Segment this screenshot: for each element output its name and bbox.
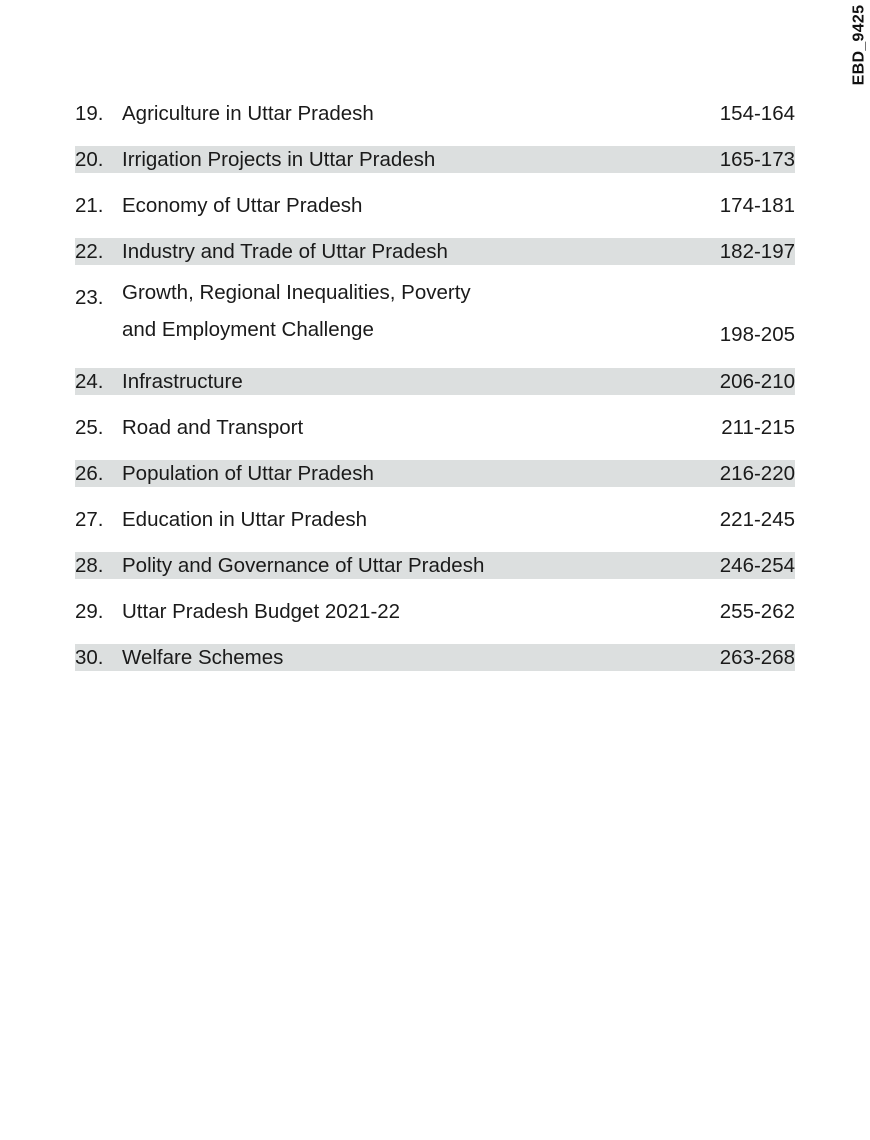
toc-entry-title: Welfare Schemes — [122, 646, 284, 669]
toc-entry-28[interactable] — [75, 552, 795, 579]
toc-entry-number: 26. — [75, 461, 104, 485]
toc-entry-pages: 216-220 — [719, 461, 795, 485]
toc-entry-title: Economy of Uttar Pradesh — [122, 194, 363, 217]
toc-entry-number: 28. — [75, 553, 104, 577]
toc-entry-30[interactable] — [75, 644, 795, 671]
toc-entry-pages: 211-215 — [721, 415, 795, 439]
toc-entry-pages: 263-268 — [719, 645, 795, 669]
toc-entry-pages: 246-254 — [719, 553, 795, 577]
toc-entry-pages: 221-245 — [719, 507, 795, 531]
toc-entry-pages: 154-164 — [719, 101, 795, 125]
toc-entry-25[interactable] — [75, 414, 795, 441]
toc-entry-pages: 198-205 — [719, 323, 795, 346]
toc-entry-title: Irrigation Projects in Uttar Pradesh — [122, 148, 436, 171]
toc-entry-title — [122, 274, 720, 348]
toc-entry-number: 22. — [75, 239, 104, 263]
toc-entry-20[interactable] — [75, 146, 795, 173]
toc-entry-27[interactable] — [75, 506, 795, 533]
toc-entry-title: Uttar Pradesh Budget 2021-22 — [122, 600, 401, 623]
toc-entry-number: 27. — [75, 507, 104, 531]
toc-entry-26[interactable] — [75, 460, 795, 487]
toc-entry-number: 21. — [75, 193, 104, 217]
toc-entry-number: 25. — [75, 415, 104, 439]
document-code-text: EBD_9425 — [850, 4, 867, 86]
toc-entry-title: Education in Uttar Pradesh — [122, 508, 367, 531]
toc-entry-pages: 255-262 — [719, 599, 795, 623]
toc-entry-title: Polity and Governance of Uttar Pradesh — [122, 554, 485, 577]
toc-entry-21[interactable] — [75, 192, 795, 219]
toc-entry-title-line-2: and Employment Challenge — [122, 318, 374, 341]
toc-entry-number: 24. — [75, 369, 104, 393]
toc-entry-title: Road and Transport — [122, 416, 304, 439]
toc-entry-pages: 182-197 — [719, 239, 795, 263]
toc-entry-24[interactable] — [75, 368, 795, 395]
toc-entry-pages: 165-173 — [719, 147, 795, 171]
toc-entry-number: 20. — [75, 147, 104, 171]
document-code — [848, 0, 870, 90]
toc-entry-title: Population of Uttar Pradesh — [122, 462, 374, 485]
toc-entry-title: Agriculture in Uttar Pradesh — [122, 102, 374, 125]
toc-entry-pages: 174-181 — [719, 193, 795, 217]
toc-entry-number: 19. — [75, 101, 104, 125]
toc-entry-23[interactable] — [75, 281, 795, 348]
toc-entry-title-line-1: Growth, Regional Inequalities, Poverty — [122, 281, 471, 304]
toc-entry-number: 23. — [75, 286, 104, 309]
toc-entry-title: Infrastructure — [122, 370, 243, 393]
toc-entry-22[interactable] — [75, 238, 795, 265]
toc-entry-19[interactable] — [75, 100, 795, 127]
toc-entry-number: 30. — [75, 645, 104, 669]
toc-entry-title: Industry and Trade of Uttar Pradesh — [122, 240, 448, 263]
toc-entry-pages: 206-210 — [719, 369, 795, 393]
toc-entry-29[interactable] — [75, 598, 795, 625]
toc-entry-number: 29. — [75, 599, 104, 623]
table-of-contents — [75, 100, 795, 690]
